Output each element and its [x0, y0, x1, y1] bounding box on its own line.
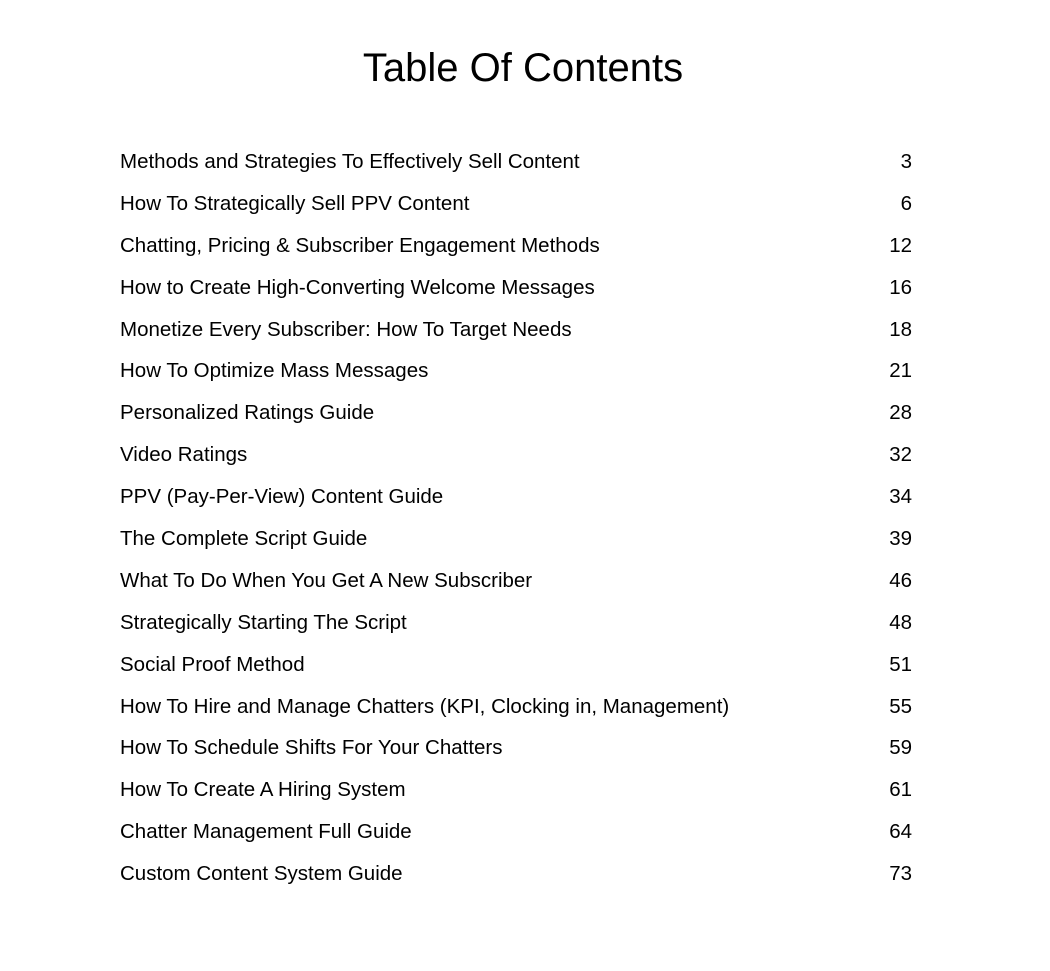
toc-entry-page-number: 61	[889, 778, 912, 802]
toc-entry-page-number: 59	[889, 736, 912, 760]
toc-entry-page-number: 34	[889, 485, 912, 509]
toc-entry[interactable]	[120, 225, 912, 267]
toc-entry[interactable]	[120, 769, 912, 811]
toc-entry-page-number: 46	[889, 568, 912, 592]
toc-entry[interactable]	[120, 476, 912, 518]
toc-entry-title: How To Optimize Mass Messages	[120, 359, 429, 383]
toc-entry-page-number: 55	[889, 694, 912, 718]
toc-entry-title: Chatting, Pricing & Subscriber Engagement Methods	[120, 233, 600, 257]
toc-entry-title: How To Strategically Sell PPV Content	[120, 191, 470, 215]
toc-entry-title: Chatter Management Full Guide	[120, 820, 412, 844]
toc-entry[interactable]	[120, 434, 912, 476]
toc-list	[120, 141, 912, 895]
toc-entry-page-number: 12	[889, 233, 912, 257]
toc-entry-page-number: 48	[889, 610, 912, 634]
toc-entry[interactable]	[120, 183, 912, 225]
toc-entry-title: Custom Content System Guide	[120, 862, 403, 886]
toc-entry-page-number: 21	[889, 359, 912, 383]
toc-entry-title: PPV (Pay-Per-View) Content Guide	[120, 485, 444, 509]
toc-entry-title: Video Ratings	[120, 443, 248, 467]
toc-entry[interactable]	[120, 560, 912, 602]
toc-entry-title: How To Hire and Manage Chatters (KPI, Clocking in, Management)	[120, 694, 730, 718]
toc-entry[interactable]	[120, 267, 912, 309]
toc-entry-title: How To Create A Hiring System	[120, 778, 406, 802]
toc-entry-page-number: 18	[889, 317, 912, 341]
toc-entry-title: How to Create High-Converting Welcome Messages	[120, 275, 595, 299]
toc-entry-page-number: 64	[889, 820, 912, 844]
toc-entry-page-number: 3	[900, 150, 912, 173]
toc-entry-page-number: 73	[889, 862, 912, 886]
toc-entry-title: How To Schedule Shifts For Your Chatters	[120, 736, 503, 760]
toc-entry-page-number: 16	[889, 275, 912, 299]
toc-entry-title: What To Do When You Get A New Subscriber	[120, 568, 533, 592]
toc-entry-page-number: 51	[889, 652, 912, 676]
toc-entry[interactable]	[120, 853, 912, 895]
toc-entry[interactable]	[120, 811, 912, 853]
toc-entry-page-number: 39	[889, 527, 912, 551]
toc-entry[interactable]	[120, 602, 912, 644]
toc-entry[interactable]	[120, 350, 912, 392]
toc-entry[interactable]	[120, 644, 912, 686]
toc-entry-title: Methods and Strategies To Effectively Sell Content	[120, 150, 580, 173]
toc-entry-title: Social Proof Method	[120, 652, 305, 676]
toc-entry[interactable]	[120, 686, 912, 728]
toc-entry-title: Personalized Ratings Guide	[120, 401, 375, 425]
toc-entry[interactable]	[120, 141, 912, 183]
toc-entry-title: The Complete Script Guide	[120, 527, 368, 551]
toc-entry[interactable]	[120, 392, 912, 434]
page-title: Table Of Contents	[362, 46, 684, 90]
toc-entry-title: Strategically Starting The Script	[120, 610, 407, 634]
toc-entry-title: Monetize Every Subscriber: How To Target Needs	[120, 317, 572, 341]
toc-entry-page-number: 28	[889, 401, 912, 425]
toc-entry[interactable]	[120, 727, 912, 769]
toc-entry-page-number: 6	[900, 191, 912, 215]
toc-entry[interactable]	[120, 518, 912, 560]
toc-entry-page-number: 32	[889, 443, 912, 467]
toc-entry[interactable]	[120, 309, 912, 351]
